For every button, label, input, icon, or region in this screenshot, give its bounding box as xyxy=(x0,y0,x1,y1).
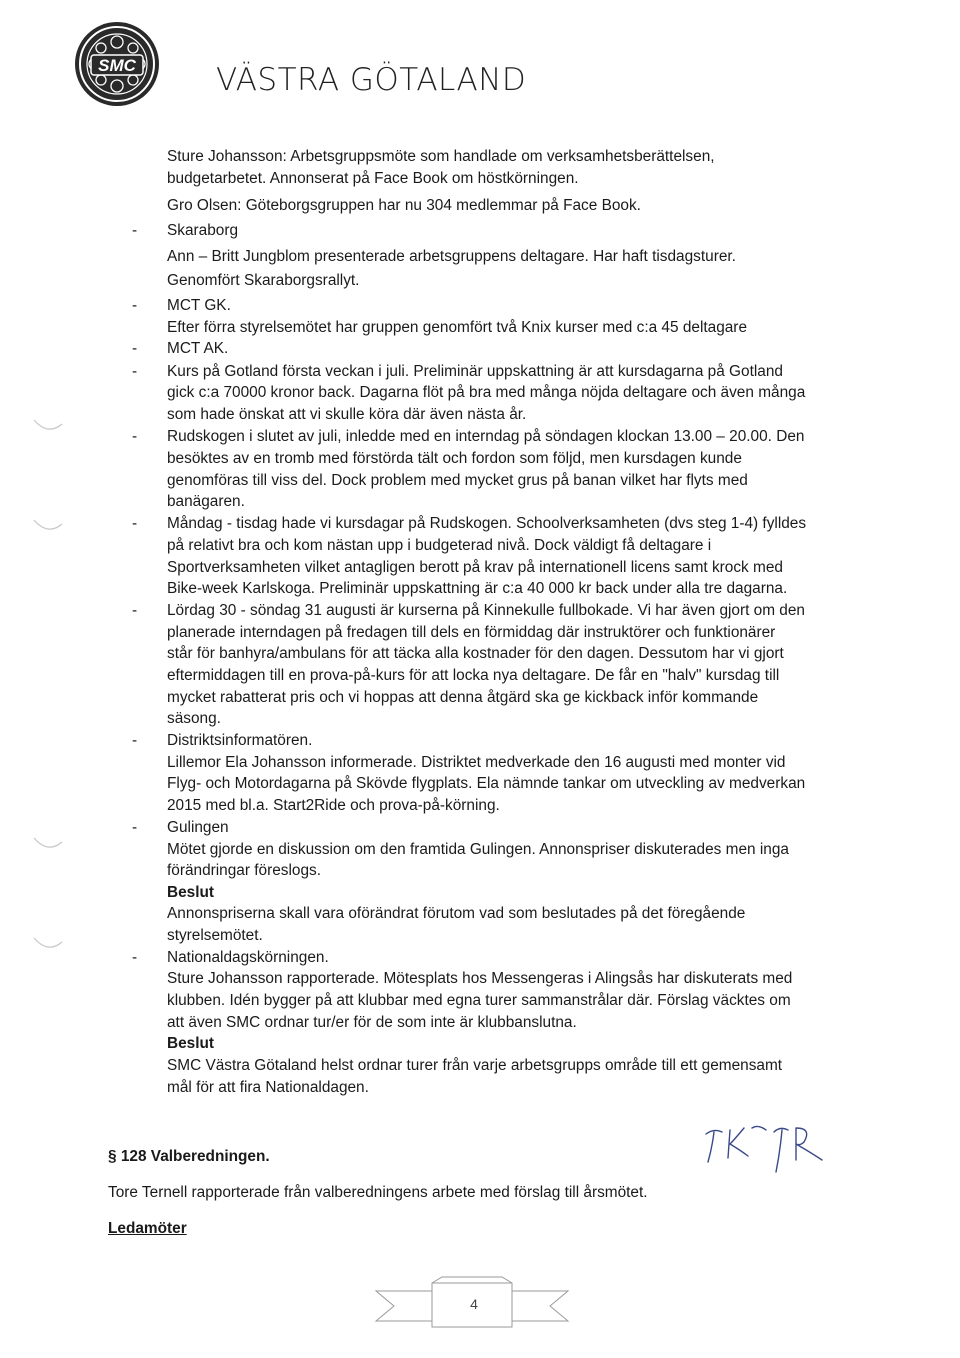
bullet-dash: - xyxy=(132,297,138,314)
text-line: Rudskogen i slutet av juli, inledde med en interndag på söndagen klockan 13.00 – 20.00. Den xyxy=(167,428,805,445)
bullet-dash: - xyxy=(132,515,138,532)
bullet-dash: - xyxy=(132,340,138,357)
page-number: 4 xyxy=(470,1296,478,1312)
text-line: 2015 med bl.a. Start2Ride och prova-på-körning. xyxy=(167,797,500,814)
text-line: mål för att fira Nationaldagen. xyxy=(167,1079,369,1096)
text-line: Distriktsinformatören. xyxy=(167,732,313,749)
text-line: säsong. xyxy=(167,710,221,727)
text-line: Gro Olsen: Göteborgsgruppen har nu 304 medlemmar på Face Book. xyxy=(167,197,641,214)
text-line: Annonspriserna skall vara oförändrat förutom vad som beslutades på det föregående xyxy=(167,905,746,922)
text-line: Sportverksamheten vilket antagligen berott på krav på internationell licens samt krock med xyxy=(167,559,783,576)
text-line: Ann – Britt Jungblom presenterade arbetsgruppens deltagare. Har haft tisdagsturer. xyxy=(167,248,736,265)
text-line: Sture Johansson rapporterade. Mötesplats hos Messengeras i Alingsås har diskuterats med xyxy=(167,970,793,987)
text-line: Gulingen xyxy=(167,819,229,836)
text-line: gick c:a 70000 kronor back. Dagarna flöt på bra med många nöjda deltagare och även många xyxy=(167,384,806,401)
bullet-dash: - xyxy=(132,222,138,239)
bullet-dash: - xyxy=(132,602,138,619)
smc-logo xyxy=(73,20,161,108)
text-line: som hade önskat att vi skulle köra där även nästa år. xyxy=(167,406,527,423)
text-line: MCT GK. xyxy=(167,297,231,314)
text-line: mycket rabatterat pris och vi hoppas att denna åtgärd ska ge kickback inför kommande xyxy=(167,689,759,706)
text-line: att även SMC ordnar tur/er för de som inte är klubbanslutna. xyxy=(167,1014,577,1031)
text-line: på relativt bra och kom nästan upp i budgeterad nivå. Dock väldigt få deltagare i xyxy=(167,537,712,554)
page-header-title: VÄSTRA GÖTALAND xyxy=(216,62,527,98)
text-line: Mötet gjorde en diskussion om den framtida Gulingen. Annonspriser diskuterades men inga xyxy=(167,841,789,858)
text-line: Kurs på Gotland första veckan i juli. Preliminär uppskattning är att kursdagarna på Gotland xyxy=(167,363,783,380)
text-line: planerade interndagen på fredagen till dels en förmiddag där instruktörer och funktionärer xyxy=(167,624,776,641)
section-text: Tore Ternell rapporterade från valberedningens arbete med förslag till årsmötet. xyxy=(108,1184,648,1201)
text-line: förändringar föreslogs. xyxy=(167,862,321,879)
text-line: Bike-week Karlskoga. Preliminär uppskattning är c:a 40 000 kr back under alla tre dagarna. xyxy=(167,580,788,597)
punch-hole-mark xyxy=(30,934,64,954)
text-line: banägaren. xyxy=(167,493,245,510)
decision-label: Beslut xyxy=(167,1035,215,1052)
text-line: Måndag - tisdag hade vi kursdagar på Rudskogen. Schoolverksamheten (dvs steg 1-4) fylldes xyxy=(167,515,807,532)
text-line: genomföras till viss del. Dock problem med mycket grus på banan vilket har flyts med xyxy=(167,472,748,489)
section-subheading: Ledamöter xyxy=(108,1220,187,1237)
text-line: besöktes av en tromb med förstörda tält och fordon som följd, men kursdagen kunde xyxy=(167,450,742,467)
section-heading: § 128 Valberedningen. xyxy=(108,1148,270,1165)
text-line: SMC Västra Götaland helst ordnar turer från varje arbetsgrupps område till ett gemensamt xyxy=(167,1057,783,1074)
text-line: Lillemor Ela Johansson informerade. Distriktet medverkade den 16 augusti med monter vid xyxy=(167,754,786,771)
decision-label: Beslut xyxy=(167,884,215,901)
bullet-dash: - xyxy=(132,732,138,749)
text-line: Genomfört Skaraborgsrallyt. xyxy=(167,272,360,289)
logo-text: SMC xyxy=(98,56,136,75)
punch-hole-mark xyxy=(30,516,64,536)
bullet-dash: - xyxy=(132,819,138,836)
bullet-dash: - xyxy=(132,949,138,966)
punch-hole-mark xyxy=(30,834,64,854)
text-line: står för banhyra/ambulans för att täcka alla kostnader för den dagen. Dessutom har vi gjort xyxy=(167,645,784,662)
bullet-dash: - xyxy=(132,428,138,445)
punch-hole-mark xyxy=(30,416,64,436)
text-line: styrelsemötet. xyxy=(167,927,263,944)
text-line: Lördag 30 - söndag 31 augusti är kurserna på Kinnekulle fullbokade. Vi har även gjort om den xyxy=(167,602,805,619)
text-line: Sture Johansson: Arbetsgruppsmöte som handlade om verksamhetsberättelsen, xyxy=(167,148,715,165)
bullet-dash: - xyxy=(132,363,138,380)
handwritten-initials xyxy=(700,1112,840,1182)
text-line: budgetarbetet. Annonserat på Face Book om höstkörningen. xyxy=(167,170,579,187)
text-line: Skaraborg xyxy=(167,222,239,239)
text-line: Flyg- och Motordagarna på Skövde flygplats. Ela nämnde tankar om utveckling av medverkan xyxy=(167,775,806,792)
text-line: eftermiddagen till en prova-på-kurs för att locka nya deltagare. De får en "halv" kursdag till xyxy=(167,667,780,684)
text-line: klubben. Idén bygger på att klubbar med egna turer sammanstrålar där. Förslag väcktes om xyxy=(167,992,791,1009)
text-line: MCT AK. xyxy=(167,340,229,357)
text-line: Efter förra styrelsemötet har gruppen genomfört två Knix kurser med c:a 45 deltagare xyxy=(167,319,747,336)
text-line: Nationaldagskörningen. xyxy=(167,949,329,966)
